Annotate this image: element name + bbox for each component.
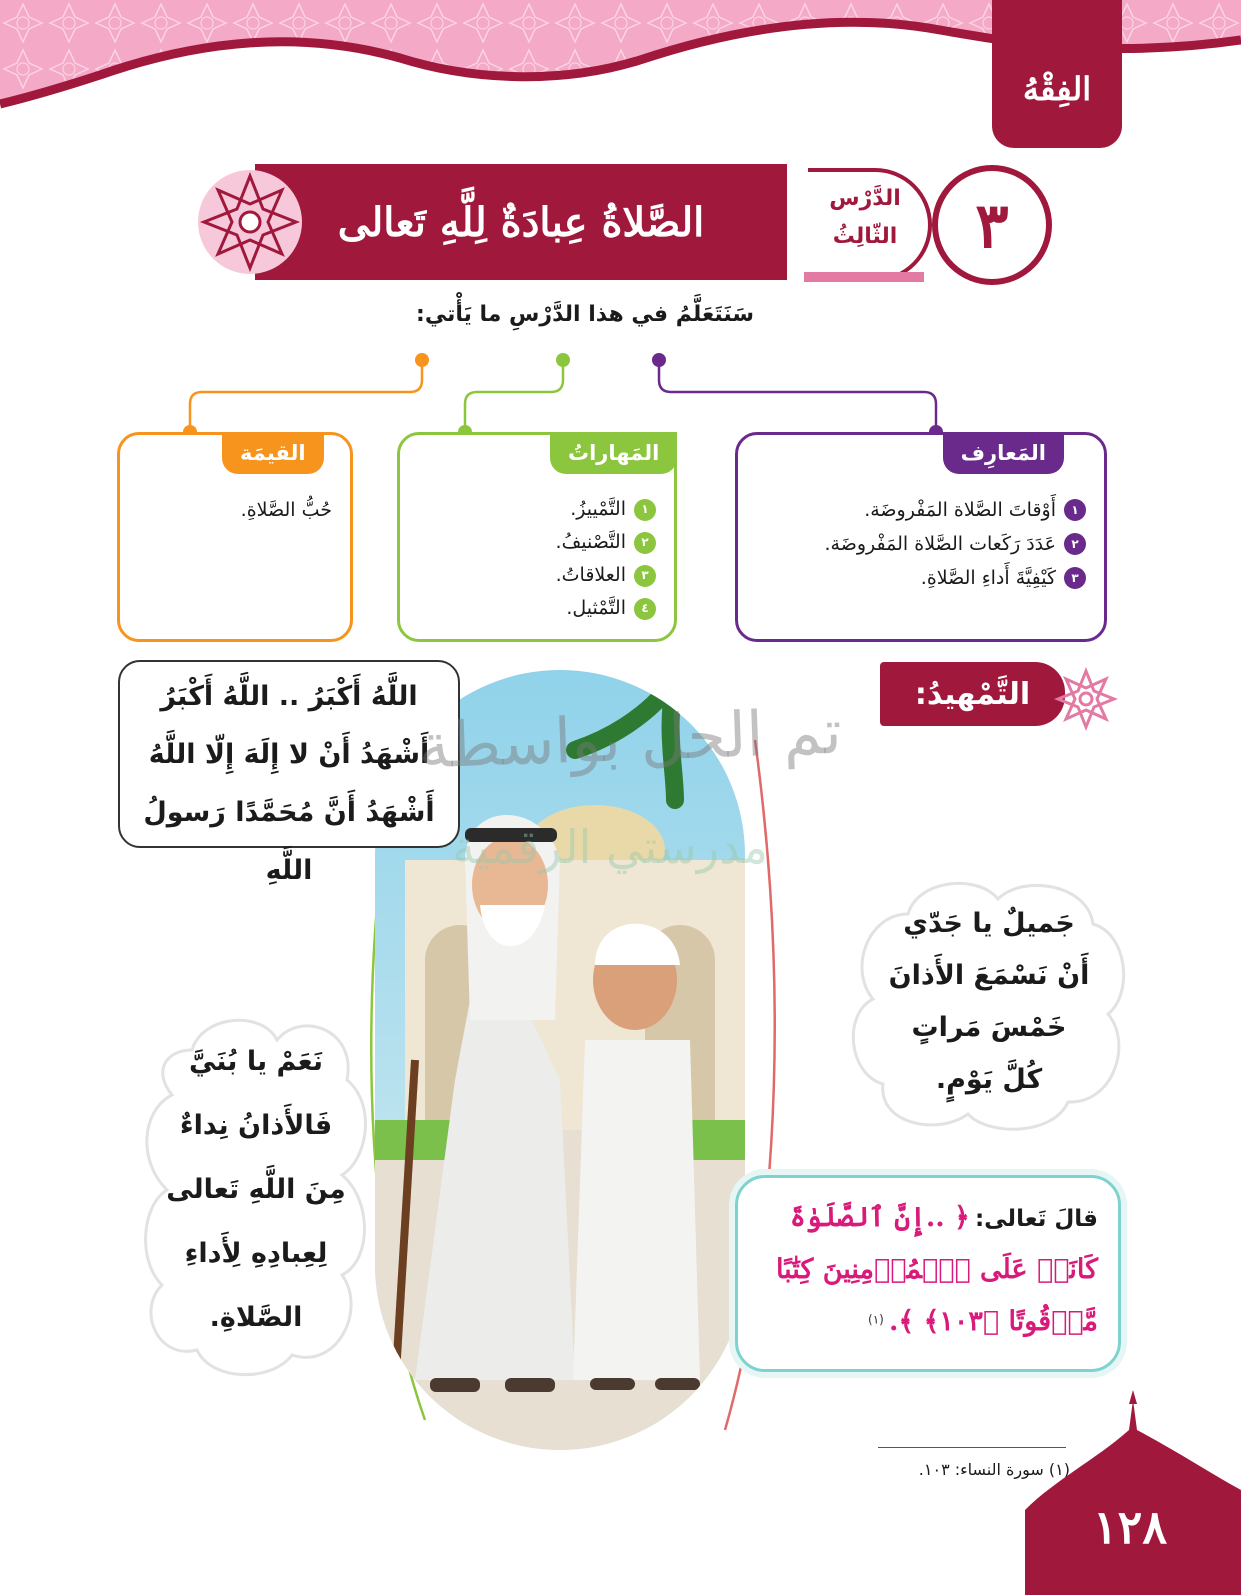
lesson-number: ٣	[975, 188, 1009, 262]
subject-tab	[992, 0, 1122, 148]
verse-line: كَانَتۡ عَلَى ٱلۡمُؤۡمِنِينَ كِتَٰبًا	[775, 1254, 1098, 1285]
cloud-line: أَنْ نَسْمَعَ الأَذانَ	[888, 960, 1090, 991]
value-text: حُبُّ الصَّلاةِ.	[240, 499, 332, 521]
list-item: ١ أَوْقاتَ الصَّلاة المَفْروضَة.	[825, 493, 1086, 527]
verse-intro: قالَ تَعالى:	[974, 1206, 1098, 1232]
verse-line: ﴿ ..إِنَّ ٱلصَّلَوٰةَ	[789, 1202, 970, 1233]
cloud-line: جَميلٌ يا جَدّي	[903, 908, 1075, 939]
watermark-line: تم الحل بواسطة	[417, 694, 843, 783]
list-item: ٣ العلاقاتُ.	[556, 559, 656, 592]
boy-speech-cloud	[848, 874, 1130, 1138]
quran-verse-box	[735, 1175, 1121, 1372]
verse-line: مَّوۡقُوتًا ﴿١٠٣﴾ ﴾.	[888, 1306, 1098, 1337]
azan-line: أَشْهَدُ أَنْ لا إِلَهَ إِلّا اللَّهُ	[148, 739, 430, 770]
cloud-line: فَالأَذانُ نِداءٌ	[179, 1110, 333, 1141]
grandfather-speech-cloud	[142, 1010, 370, 1380]
rosette-ornament-icon	[190, 164, 310, 280]
list-item: ٤ التَّمْثيل.	[556, 592, 656, 625]
footnote: (١) سورة النساء: ١٠٣.	[918, 1460, 1070, 1479]
azan-line: اللَّهُ أَكْبَرُ .. اللَّهُ أَكْبَرُ	[160, 681, 418, 712]
lesson-title: الصَّلاةُ عِبادَةٌ لِلَّهِ تَعالى	[337, 198, 705, 246]
knowledge-box	[735, 432, 1107, 642]
skills-heading: المَهاراتُ	[550, 432, 677, 474]
intro-section-heading	[880, 662, 1065, 726]
page-number: ١٢٨	[1092, 1500, 1168, 1554]
intro-text: سَنَتَعَلَّمُ في هذا الدَّرْسِ ما يَأْتي:	[416, 302, 754, 327]
value-heading: القيمَة	[222, 432, 324, 474]
cloud-line: نَعَمْ يا بُنَيَّ	[188, 1046, 324, 1077]
list-item: ٢ عَدَدَ رَكَعات الصَّلاة المَفْروضَة.	[825, 527, 1086, 561]
lesson-label-line2: الثّالِثُ	[832, 224, 898, 249]
flower-ornament-icon	[1053, 666, 1119, 732]
lesson-label	[815, 180, 915, 256]
watermark-line: مدرستي الرقمية	[452, 820, 768, 874]
intro-section-title: التَّمْهيدُ:	[914, 676, 1031, 712]
list-item: ١ التَّمْييزُ.	[556, 493, 656, 526]
lesson-label-line1: الدَّرْس	[829, 186, 901, 211]
cloud-line: لِعِبادِهِ لِأَداءِ	[184, 1238, 328, 1269]
lesson-number-badge	[932, 165, 1052, 285]
cloud-line: خَمْسَ مَراتٍ	[911, 1012, 1067, 1043]
page-number-dome-ornament	[1025, 1390, 1241, 1595]
footnote-marker: (١)	[868, 1312, 884, 1327]
skills-box	[397, 432, 677, 642]
lesson-title-bar	[255, 164, 787, 280]
list-item: ٢ التَّصْنيفُ.	[556, 526, 656, 559]
list-item: ٣ كَيْفِيَّةَ أَداءِ الصَّلاةِ.	[825, 561, 1086, 595]
knowledge-heading: المَعارِف	[943, 432, 1064, 474]
value-box	[117, 432, 353, 642]
subject-label: الفِقْهُ	[1022, 70, 1092, 108]
azan-line: أَشْهَدُ أَنَّ مُحَمَّدًا رَسولُ اللَّهِ	[143, 797, 435, 886]
cloud-line: مِنَ اللَّهِ تَعالى	[166, 1174, 346, 1205]
cloud-line: الصَّلاةِ.	[209, 1302, 303, 1333]
cloud-line: كُلَّ يَوْمٍ.	[935, 1064, 1043, 1095]
